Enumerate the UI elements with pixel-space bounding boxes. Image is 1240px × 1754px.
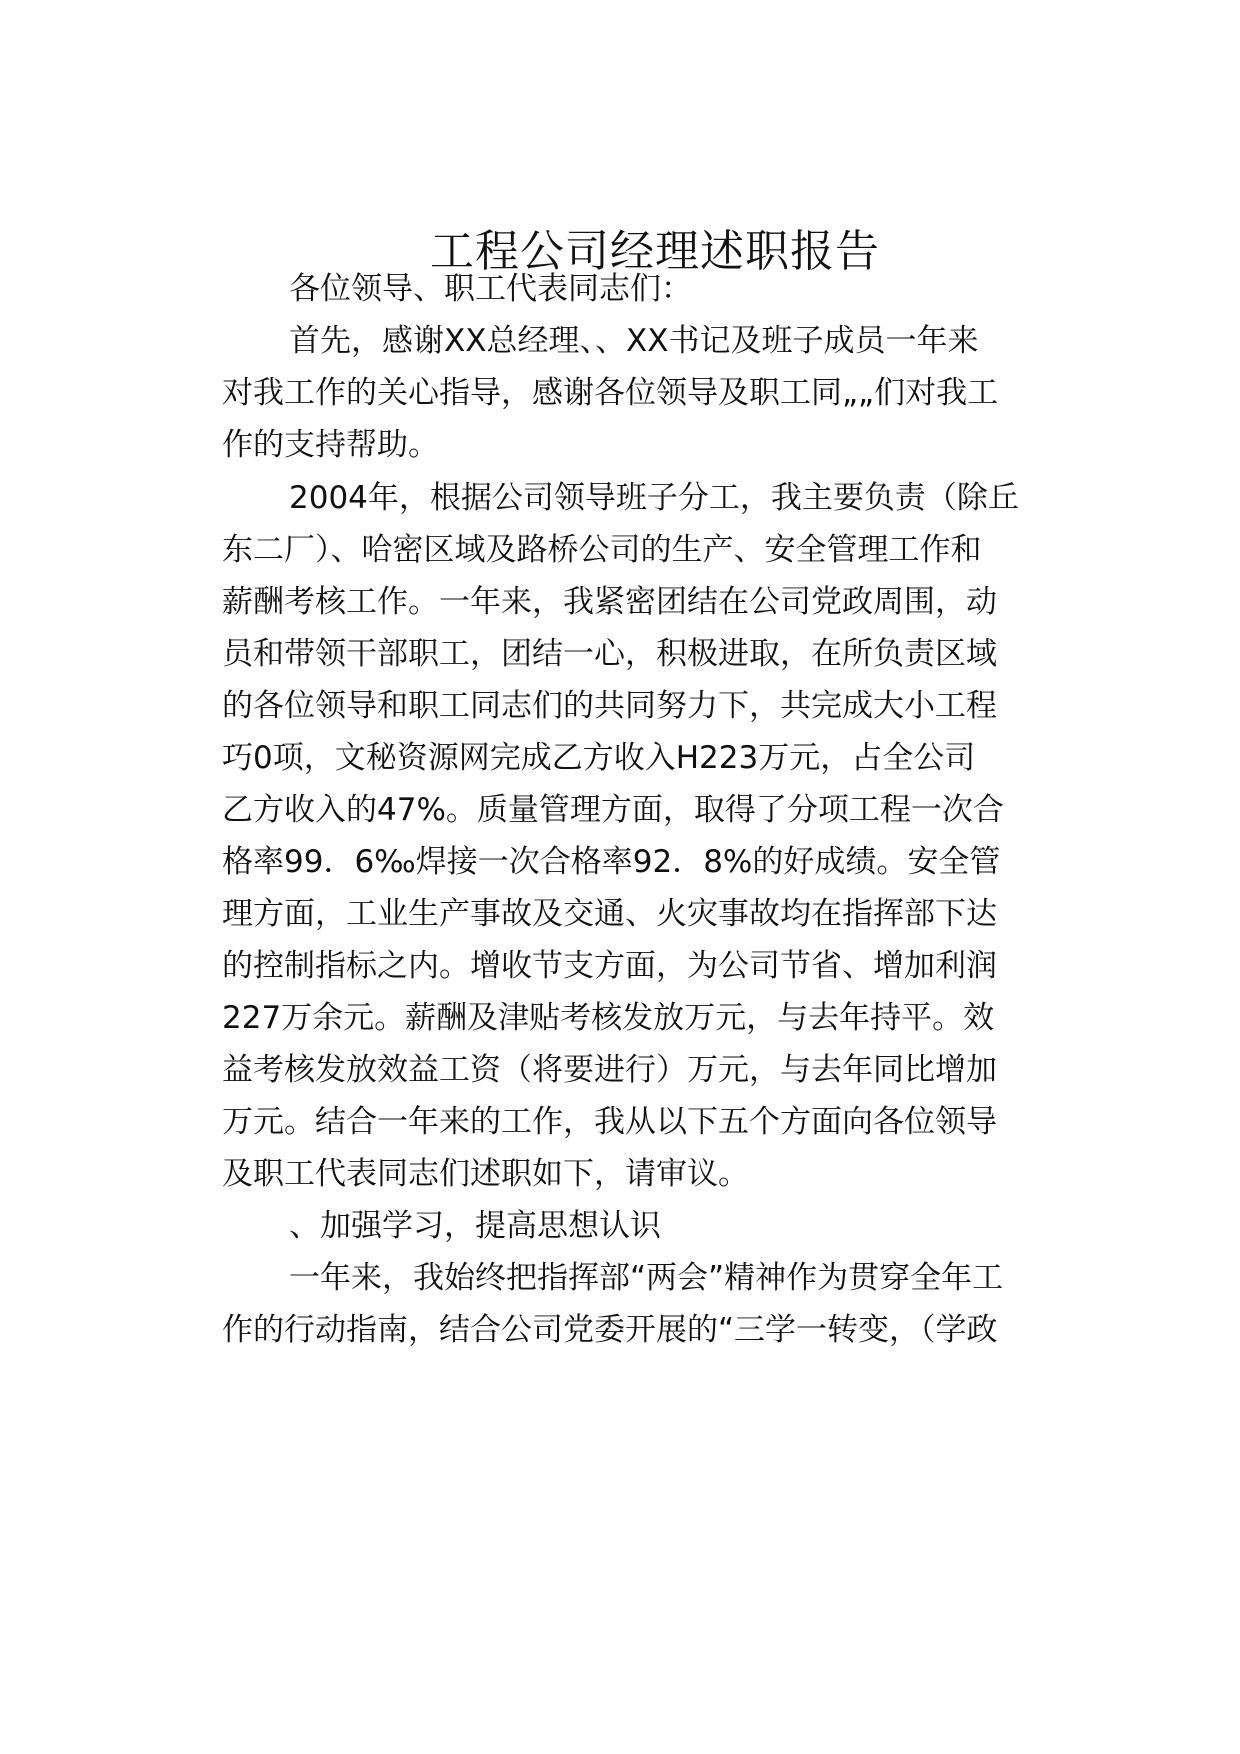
- paragraph-line: 员和带领干部职工，团结一心，积极进取，在所负责区域: [222, 636, 997, 672]
- paragraph-line: 227万余元。薪酬及津贴考核发放万元，与去年持平。效: [222, 1000, 995, 1036]
- paragraph-line: 一年来，我始终把指挥部“两会”精神作为贯穿全年工: [289, 1260, 1004, 1296]
- paragraph-line: 乙方收入的47%。质量管理方面，取得了分项工程一次合: [222, 792, 1004, 828]
- paragraph-line: 作的支持帮助。: [222, 427, 439, 463]
- paragraph-line: 作的行动指南，结合公司党委开展的“三学一转变，（学政: [222, 1312, 998, 1348]
- paragraph-line: 益考核发放效益工资（将要进行）万元，与去年同比增加: [222, 1052, 997, 1088]
- paragraph-line: 格率99．6‰焊接一次合格率92．8%的好成绩。安全管: [222, 844, 1001, 880]
- salutation-line: 各位领导、职工代表同志们：: [289, 271, 692, 307]
- paragraph-line: 东二厂）、哈密区域及路桥公司的生产、安全管理工作和: [222, 532, 982, 568]
- section-heading: 、加强学习，提高思想认识: [289, 1208, 661, 1244]
- paragraph-line: 万元。结合一年来的工作，我从以下五个方面向各位领导: [222, 1104, 997, 1140]
- paragraph-line: 理方面，工业生产事故及交通、火灾事故均在指挥部下达: [222, 896, 997, 932]
- paragraph-line: 首先，感谢XX总经理、、XX书记及班子成员一年来: [289, 323, 979, 359]
- document-title: 工程公司经理述职报告: [430, 226, 880, 277]
- paragraph-line: 对我工作的关心指导，感谢各位领导及职工同„„们对我工: [222, 375, 999, 411]
- paragraph-line: 巧0项，文秘资源网完成乙方收入H223万元，占全公司: [222, 740, 976, 776]
- paragraph-line: 的控制指标之内。增收节支方面，为公司节省、增加利润: [222, 948, 997, 984]
- paragraph-line: 的各位领导和职工同志们的共同努力下，共完成大小工程: [222, 688, 997, 724]
- paragraph-line: 2004年，根据公司领导班子分工，我主要负责（除丘: [289, 480, 1019, 516]
- paragraph-line: 及职工代表同志们述职如下，请审议。: [222, 1156, 749, 1192]
- paragraph-line: 薪酬考核工作。一年来，我紧密团结在公司党政周围，动: [222, 584, 997, 620]
